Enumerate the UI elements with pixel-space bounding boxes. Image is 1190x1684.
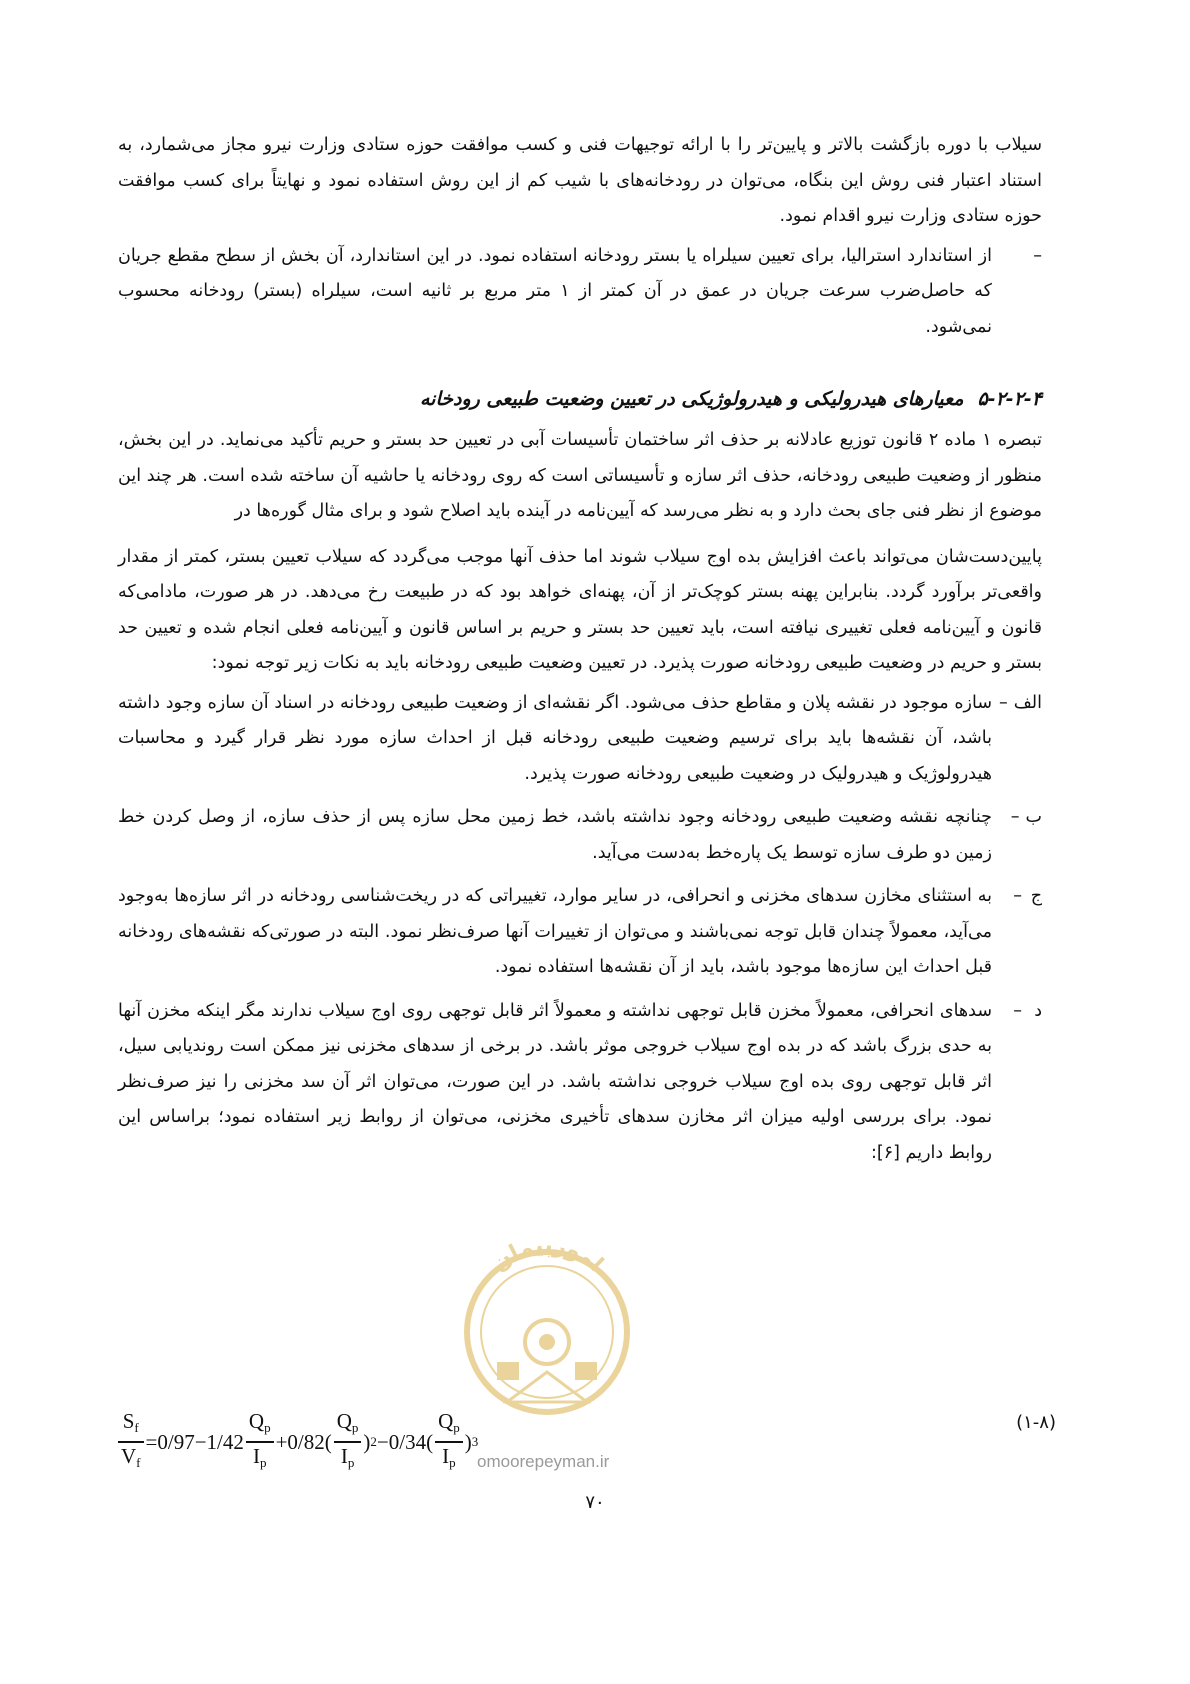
fraction-sf-vf: $\frac{S_f}{V_f}$ <box>118 1408 144 1476</box>
list-marker: د– <box>1013 1000 1042 1021</box>
page-content <box>118 128 1042 1171</box>
fraction-qp-ip-3: $\frac{Q_p}{I_p}$ <box>435 1408 463 1476</box>
list-marker: ب– <box>1010 807 1042 827</box>
watermark-url: omoorepeyman.ir <box>477 1452 610 1471</box>
eq-term-1: −1/42 <box>194 1429 244 1454</box>
list-marker: ج– <box>1013 886 1042 906</box>
eq-term-0: =0/97 <box>145 1429 195 1454</box>
svg-text:امورپیمان: امورپیمان <box>487 1232 608 1277</box>
fraction-qp-ip-1: $\frac{Q_p}{I_p}$ <box>246 1408 274 1476</box>
list-item-text: چنانچه نقشه وضعیت طبیعی رودخانه وجود نداشته باشد، خط زمین محل سازه پس از حذف سازه، از وصل کردن خط زمین دو طرف سازه توسط یک پاره‌خط به‌دست می‌آید. <box>118 807 992 863</box>
list-item-text: سازه موجود در نقشه پلان و مقاطع حذف می‌شود. اگر نقشه‌ای از وضعیت طبیعی رودخانه در اسناد آن سازه وجود داشته باشد، آن نقشه‌ها باید برای ترسیم وضعیت طبیعی رودخانه قبل از احداث سازه مورد نظر قرار گیرد و محاسبات هیدرولوژیک و هیدرولیک در وضعیت طبیعی رودخانه صورت پذیرد. <box>118 692 992 784</box>
section-heading <box>118 381 1042 417</box>
body-paragraph-1: تبصره ۱ ماده ۲ قانون توزیع عادلانه بر حذف اثر ساختمان تأسیسات آبی در تعیین حد بستر و حریم تأکید می‌نماید. در این بخش، منظور از وضعیت طبیعی رودخانه، حذف اثر سازه و تأسیساتی است که روی رودخانه یا حاشیه آن ساخته شده است. هر چند این موضوع از نظر فنی جای بحث دارد و به نظر می‌رسد که آیین‌نامه در آینده باید اصلاح شود و برای مثال گوره‌ها در <box>118 430 1042 521</box>
equation-number: (۱-۸) <box>1016 1412 1056 1433</box>
list-item-text: به استثنای مخازن سدهای مخزنی و انحرافی، در سایر موارد، تغییراتی که در ریخت‌شناسی رودخانه در اثر سازه‌ها به‌وجود می‌آید، معمولاً چندان قابل توجه نمی‌باشند و می‌توان از تغییرات آنها صرف‌نظر نمود. البته در صورتی‌که نقشه‌های رودخانه قبل احداث این سازه‌ها موجود باشد، باید از آن نقشه‌ها استفاده نمود. <box>118 886 992 977</box>
list-marker: الف– <box>998 692 1042 713</box>
page-number: ۷۰ <box>585 1492 605 1513</box>
section-title: معیارهای هیدرولیکی و هیدرولوژیکی در تعیین وضعیت طبیعی رودخانه <box>420 388 964 410</box>
list-item-be <box>118 800 1042 871</box>
eq-term-3: −0/34( <box>376 1429 434 1454</box>
continuation-paragraph: سیلاب با دوره بازگشت بالاتر و پایین‌تر را با ارائه توجیهات فنی و کسب موافقت حوزه ستادی وزارت نیرو مجاز می‌شمارد، به استناد اعتبار فنی روش این بنگاه، می‌توان در رودخانه‌های با شیب کم از این روش استفاده نمود و نهایتاً برای کسب موافقت حوزه ستادی وزارت نیرو اقدام نمود. <box>118 135 1042 226</box>
fraction-qp-ip-2: $\frac{Q_p}{I_p}$ <box>334 1408 362 1476</box>
bullet-dash: – <box>1033 245 1042 266</box>
list-item-jim <box>118 879 1042 986</box>
list-item-text: سدهای انحرافی، معمولاً مخزن قابل توجهی نداشته و معمولاً اثر قابل توجهی روی اوج سیلاب ندارند مگر اینکه مخزن آنها به حدی بزرگ باشد که در بده اوج سیلاب خروجی موثر باشد. در برخی از سدهای مخزنی نیز ممکن است روندیابی سیل، اثر قابل توجهی روی بده اوج سیلاب خروجی نداشته باشد. در این صورت، می‌توان اثر آن سد مخزنی را نیز صرف‌نظر نمود. برای بررسی اولیه میزان اثر مخازن سدهای تأخیری مخزنی، می‌توان از روابط زیر استفاده نمود؛ براساس این روابط داریم [۶]: <box>118 1000 992 1163</box>
list-item-alef <box>118 686 1042 793</box>
body-paragraph-2: پایین‌دست‌شان می‌تواند باعث افزایش بده اوج سیلاب شوند اما حذف آنها موجب می‌گردد که سیلاب تعیین بستر، کمتر از مقدار واقعی‌تر برآورد گردد. بنابراین پهنه بستر کوچک‌تر از آن، پهنه‌ای خواهد بود که در طبیعت رخ می‌دهد. در هر صورت، مادامی‌که قانون و آیین‌نامه فعلی تغییری نیافته است، باید تعیین حد بستر و حریم بر اساس قانون و آیین‌نامه فعلی انجام شده و تعیین حد بستر و حریم در وضعیت طبیعی رودخانه صورت پذیرد. در تعیین وضعیت طبیعی رودخانه باید به نکات زیر توجه نمود: <box>118 546 1042 673</box>
list-item-dal <box>118 994 1042 1172</box>
australia-bullet-item <box>118 239 1042 346</box>
equation-body: $\frac{S_f}{V_f}$ =0/97 −1/42 $\frac{Q_p}{I_p}$ +0/82( $\frac{Q_p}{I_p}$ ) 2 −0/34( $\frac{Q_p}{I_p}$ ) 3 <box>116 1402 478 1482</box>
eq-term-2: +0/82( <box>275 1429 332 1454</box>
section-number: ۵-۲-۲-۴ <box>977 388 1042 410</box>
australia-paragraph: از استاندارد استرالیا، برای تعیین سیلراه یا بستر رودخانه استفاده نمود. در این استاندارد، آن بخش از سطح مقطع جریان که حاصل‌ضرب سرعت جریان در عمق در آن کمتر از ۱ متر مربع بر ثانیه است، سیلراه (بستر) رودخانه محسوب نمی‌شود. <box>118 245 992 337</box>
